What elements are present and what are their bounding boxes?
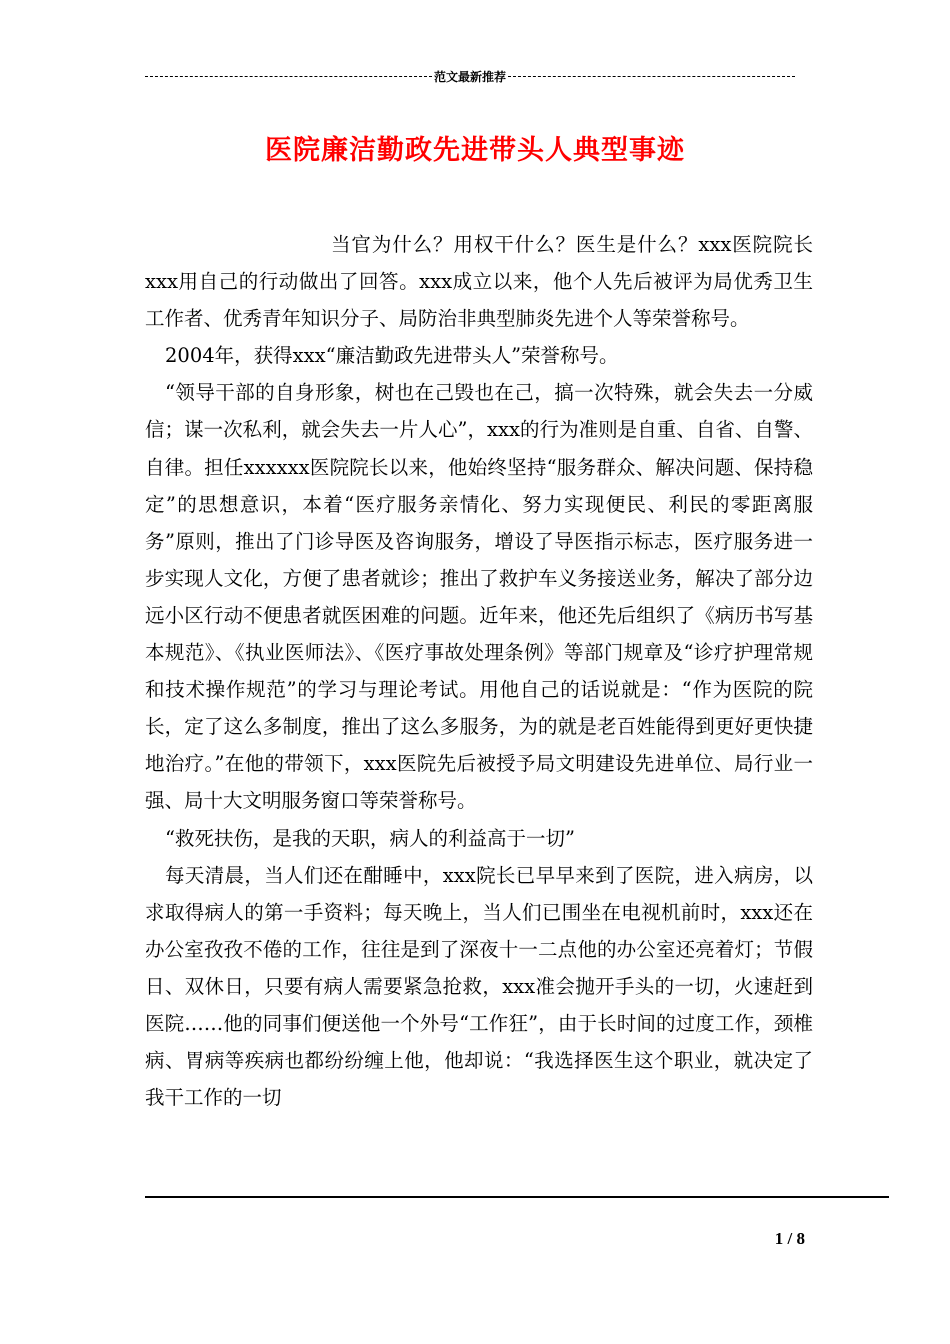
paragraph: 当官为什么？用权干什么？医生是什么？xxx医院院长xxx用自己的行动做出了回答。xxx成立以来，他个人先后被评为局优秀卫生工作者、优秀青年知识分子、局防治非典型肺炎先进个人等荣誉称号。 <box>145 233 813 331</box>
paragraph: “领导干部的自身形象，树也在己毁也在己，搞一次特殊，就会失去一分威信；谋一次私利，就会失去一片人心”，xxx的行为准则是自重、自省、自警、自律。担任xxxxxx医院院长以来，他始终坚持“服务群众、解决问题、保持稳定”的思想意识，本着“医疗服务亲情化、努力实现便民、利民的零距离服务”原则，推出了门诊导医及咨询服务，增设了导医指示标志，医疗服务进一步实现人文化，方便了患者就诊；推出了救护车义务接送业务，解决了部分边远小区行动不便患者就医困难的问题。近年来，他还先后组织了《病历书写基本规范》、《执业医师法》、《医疗事故处理条例》等部门规章及“诊疗护理常规和技术操作规范”的学习与理论考试。用他自己的话说就是：“作为医院的院长，定了这么多制度，推出了这么多服务，为的就是老百姓能得到更好更快捷地治疗。”在他的带领下，xxx医院先后被授予局文明建设先进单位、局行业一强、局十大文明服务窗口等荣誉称号。 <box>145 381 813 813</box>
document-title: 医院廉洁勤政先进带头人典型事迹 <box>265 135 685 166</box>
footer-divider <box>145 1196 889 1198</box>
paragraph: 每天清晨，当人们还在酣睡中，xxx院长已早早来到了医院，进入病房，以求取得病人的第一手资料；每天晚上，当人们已围坐在电视机前时，xxx还在办公室孜孜不倦的工作，往往是到了深夜十一二点他的办公室还亮着灯；节假日、双休日，只要有病人需要紧急抢救，xxx准会抛开手头的一切，火速赶到医院……他的同事们便送他一个外号“工作狂”，由于长时间的过度工作，颈椎病、胃病等疾病也都纷纷缠上他，他却说：“我选择医生这个职业，就决定了我干工作的一切 <box>145 863 813 1110</box>
paragraph: 2004年，获得xxx“廉洁勤政先进带头人”荣誉称号。 <box>165 344 619 368</box>
header-dash-left <box>145 76 432 77</box>
document-body <box>145 226 813 1116</box>
page-number <box>775 1229 805 1249</box>
page-separator: / <box>787 1229 793 1248</box>
header-dash-right <box>508 76 795 77</box>
page-current: 1 <box>774 1229 784 1248</box>
paragraph: “救死扶伤，是我的天职，病人的利益高于一切” <box>165 826 575 850</box>
page-header <box>145 68 795 84</box>
page-total: 8 <box>796 1229 805 1248</box>
header-label: 范文最新推荐 <box>434 69 507 84</box>
